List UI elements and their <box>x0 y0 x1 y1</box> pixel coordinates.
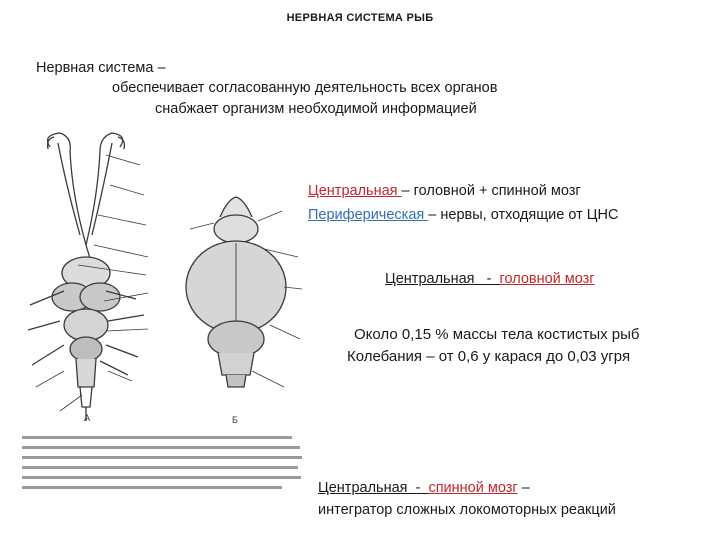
brain-diagram-b <box>186 197 302 425</box>
spinal-description: интегратор сложных локомоторных реакций <box>318 502 616 518</box>
definition-term: Нервная система – <box>36 60 166 76</box>
spinal-prefix: Центральная - <box>318 480 429 496</box>
spinal-heading <box>318 480 530 496</box>
page-title: НЕРВНАЯ СИСТЕМА РЫБ <box>286 12 434 24</box>
spinal-term: спинной мозг <box>428 480 518 496</box>
peripheral-term: Периферическая <box>308 207 429 223</box>
spinal-suffix: – <box>517 480 530 496</box>
peripheral-division-line <box>308 207 618 223</box>
brain-diagram-a <box>28 133 148 423</box>
peripheral-text: – нервы, отходящие от ЦНС <box>428 207 619 223</box>
brain-mass-line-1: Около 0,15 % массы тела костистых рыб <box>354 326 640 343</box>
central-term: Центральная <box>308 183 402 199</box>
brain-prefix: Центральная - <box>385 271 500 287</box>
figure-label-a: А <box>84 413 91 423</box>
brain-mass-line-2: Колебания – от 0,6 у карася до 0,03 угря <box>347 348 631 365</box>
brain-term: головной мозг <box>499 271 595 287</box>
figure-label-b: Б <box>232 415 238 425</box>
brain-heading <box>385 271 595 287</box>
figure-caption-blurred <box>22 432 304 504</box>
central-text: – головной + спинной мозг <box>401 183 581 199</box>
central-division-line <box>308 183 581 199</box>
definition-line-1: обеспечивает согласованную деятельность всех органов <box>112 80 498 96</box>
definition-line-2: снабжает организм необходимой информацией <box>155 101 477 117</box>
